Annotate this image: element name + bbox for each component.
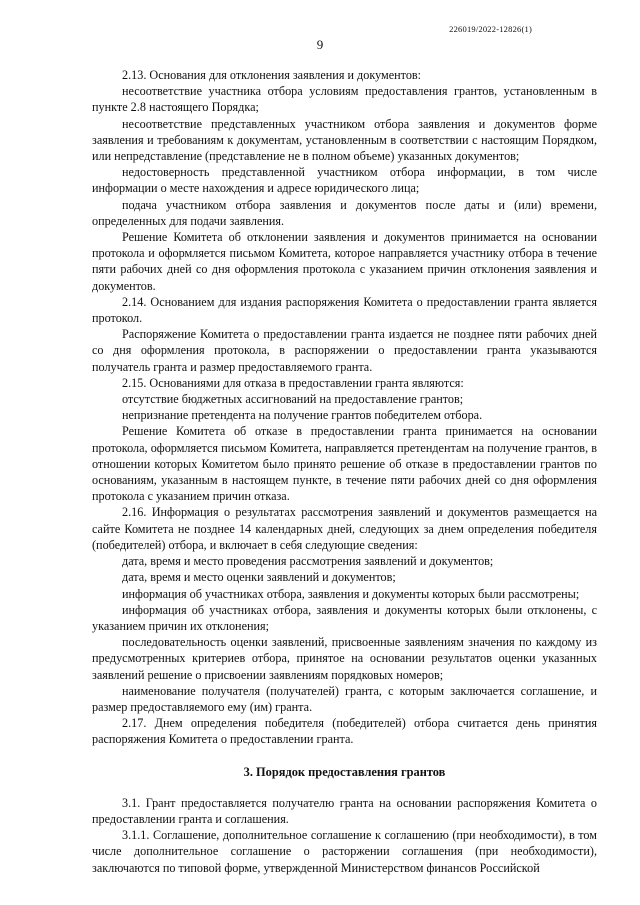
paragraph: 2.17. Днем определения победителя (победителей) отбора считается день принятия распоряжения Комитета о предоставлении гранта.	[92, 716, 597, 747]
paragraph: несоответствие участника отбора условиям предоставления грантов, установленным в пункте 2.8 настоящего Порядка;	[92, 84, 597, 115]
paragraph: наименование получателя (получателей) гранта, с которым заключается соглашение, и размер предоставляемого ему (им) гранта.	[92, 683, 597, 714]
paragraph: недостоверность представленной участником отбора информации, в том числе информации о месте нахождения и адресе юридического лица;	[92, 165, 597, 196]
paragraph: несоответствие представленных участником отбора заявления и документов форме заявления и требованиям к документам, установленным в соответствии с настоящим Порядком, или непредставление (представление не в полном объеме) указанных документов;	[92, 116, 597, 164]
paragraph: непризнание претендента на получение грантов победителем отбора.	[122, 408, 483, 423]
paragraph: дата, время и место оценки заявлений и документов;	[122, 570, 396, 585]
paragraph: 2.15. Основаниями для отказа в предоставлении гранта являются:	[122, 375, 464, 390]
paragraph: 3.1.1. Соглашение, дополнительное соглашение к соглашению (при необходимости), в том числе дополнительное соглашение о расторжении соглашения (при необходимости), заключаются по типовой форме, утвержденной Министерством финансов Российской	[92, 828, 597, 875]
paragraph: подача участником отбора заявления и документов после даты и (или) времени, определенных для подачи заявления.	[92, 197, 597, 228]
paragraph: 2.13. Основания для отклонения заявления и документов:	[122, 68, 422, 82]
paragraph: информация об участниках отбора, заявления и документы которых были рассмотрены;	[122, 586, 580, 601]
section-heading: 3. Порядок предоставления грантов	[243, 764, 446, 779]
page-number: 9	[316, 37, 324, 52]
document-body	[92, 67, 597, 876]
paragraph: Распоряжение Комитета о предоставлении гранта издается не позднее пяти рабочих дней со дня оформления протокола, в распоряжении о предоставлении гранта указываются получатель гранта и размер предоставляемого гранта.	[92, 327, 597, 374]
paragraph: Решение Комитета об отклонении заявления и документов принимается на основании протокола и оформляется письмом Комитета, которое направляется участнику отбора в течение пяти рабочих дней со дня оформления протокола с указанием причин отклонения заявления и документов.	[92, 230, 597, 293]
paragraph: информация об участниках отбора, заявления и документы которых были отклонены, с указанием причин их отклонения;	[92, 602, 597, 633]
document-id: 226019/2022-12826(1)	[449, 24, 532, 34]
paragraph: отсутствие бюджетных ассигнований на предоставление грантов;	[122, 392, 464, 407]
paragraph: последовательность оценки заявлений, присвоенные заявлениям значения по каждому из предусмотренных критериев отбора, принятое на основании результатов оценки указанных заявлений решение о присвоении заявлениям порядковых номеров;	[92, 635, 597, 682]
paragraph: Решение Комитета об отказе в предоставлении гранта принимается на основании протокола, оформляется письмом Комитета, направляется претендентам на получение грантов, в отношении которых Комитетом было принято решение об отказе в предоставлении грантов по основаниям, указанным в настоящем пункте, в течение пяти рабочих дней со дня оформления протокола с указанием причин отказа.	[92, 424, 597, 504]
paragraph: дата, время и место проведения рассмотрения заявлений и документов;	[122, 554, 494, 569]
paragraph: 2.16. Информация о результатах рассмотрения заявлений и документов размещается на сайте Комитета не позднее 14 календарных дней, следующих за днем определения победителя (победителей) отбора, и включает в себя следующие сведения:	[92, 505, 597, 552]
paragraph: 2.14. Основанием для издания распоряжения Комитета о предоставлении гранта является протокол.	[92, 294, 597, 326]
paragraph: 3.1. Грант предоставляется получателю гранта на основании распоряжения Комитета о предоставлении гранта и соглашения.	[92, 795, 597, 826]
